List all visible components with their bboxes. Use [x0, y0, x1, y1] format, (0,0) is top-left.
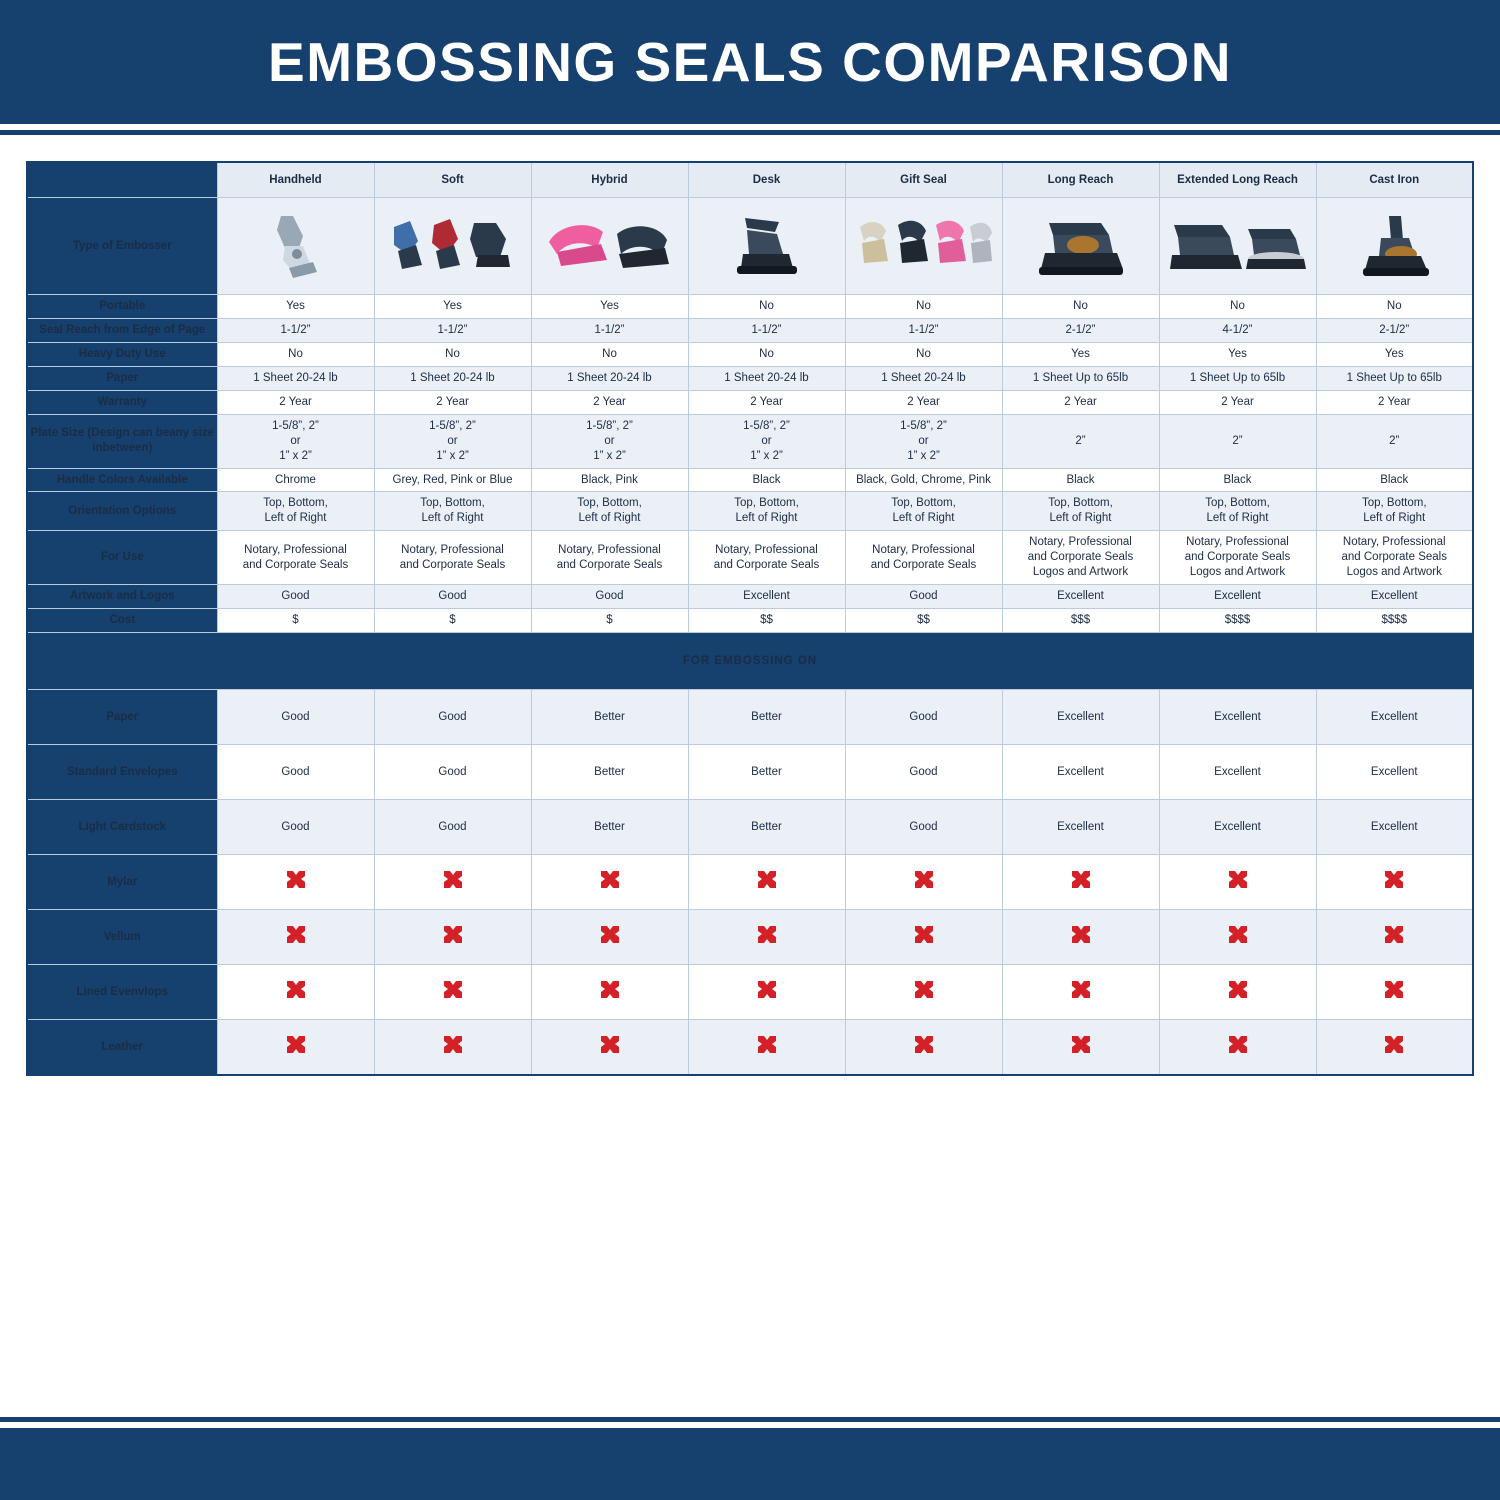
- x-mark-icon-glyph: [913, 925, 935, 947]
- cell-value: No: [1316, 295, 1473, 319]
- desk-embosser-image-graphic: [691, 205, 843, 287]
- x-mark-icon: [531, 855, 688, 910]
- cell-value-line: Notary, Professional: [1342, 536, 1446, 549]
- cell-value-line: Left of Right: [1206, 512, 1269, 525]
- row-header-mylar: Mylar: [27, 855, 217, 910]
- section-band-for-embossing-on: FOR EMBOSSING ON: [27, 633, 1473, 690]
- cell-value: Excellent: [1159, 585, 1316, 609]
- row-header-warranty: Warranty: [27, 390, 217, 414]
- cell-value-line: 1” x 2”: [750, 449, 783, 462]
- cell-value-line: or: [761, 434, 772, 447]
- x-mark-icon: [217, 1020, 374, 1076]
- cell-value: 2 Year: [1316, 390, 1473, 414]
- cell-value: [217, 492, 374, 531]
- x-mark-icon: [374, 855, 531, 910]
- table-row: [27, 468, 1473, 492]
- cell-value: [688, 531, 845, 585]
- cell-value-line: Left of Right: [735, 512, 798, 525]
- cell-value: Better: [688, 745, 845, 800]
- extended-long-reach-embosser-image-graphic: [1162, 205, 1314, 287]
- cell-value: [688, 492, 845, 531]
- cell-value-line: Logos and Artwork: [1346, 566, 1442, 579]
- cell-value: 1-1/2”: [217, 318, 374, 342]
- column-header-extended-long-reach: Extended Long Reach: [1159, 162, 1316, 198]
- row-header-heavy-duty-use: Heavy Duty Use: [27, 342, 217, 366]
- cell-value-line: 1-5/8”, 2”: [900, 419, 947, 432]
- cell-value: 1 Sheet Up to 65lb: [1159, 366, 1316, 390]
- cell-value: [374, 414, 531, 468]
- cell-value-line: Left of Right: [1363, 512, 1426, 525]
- cell-value: 1 Sheet 20-24 lb: [845, 366, 1002, 390]
- cell-value-line: 1-5/8”, 2”: [429, 419, 476, 432]
- cell-value: 1-1/2”: [688, 318, 845, 342]
- x-mark-icon: [531, 1020, 688, 1076]
- table-header-row: [27, 162, 1473, 198]
- cell-value: 4-1/2”: [1159, 318, 1316, 342]
- cell-value-line: 1” x 2”: [907, 449, 940, 462]
- cell-value: No: [688, 342, 845, 366]
- cell-value: 2 Year: [217, 390, 374, 414]
- x-mark-icon: [1159, 855, 1316, 910]
- x-mark-icon-glyph: [1070, 980, 1092, 1002]
- x-mark-icon: [688, 910, 845, 965]
- cell-value: 1-1/2”: [374, 318, 531, 342]
- cell-value: Excellent: [1316, 585, 1473, 609]
- cell-value: 2”: [1316, 414, 1473, 468]
- cell-value-line: Top, Bottom,: [1048, 497, 1113, 510]
- cell-value: Good: [374, 690, 531, 745]
- cell-value-line: or: [604, 434, 615, 447]
- cell-value: Yes: [217, 295, 374, 319]
- column-header-hybrid: Hybrid: [531, 162, 688, 198]
- x-mark-icon: [1159, 965, 1316, 1020]
- cell-value: Good: [845, 690, 1002, 745]
- cell-value-line: Left of Right: [578, 512, 641, 525]
- cell-value: Black, Gold, Chrome, Pink: [845, 468, 1002, 492]
- cell-value: Chrome: [217, 468, 374, 492]
- row-header-cost: Cost: [27, 609, 217, 633]
- cell-value: No: [531, 342, 688, 366]
- cell-value: Better: [531, 690, 688, 745]
- cell-value: Excellent: [1316, 800, 1473, 855]
- cell-value-line: Top, Bottom,: [734, 497, 799, 510]
- x-mark-icon: [845, 965, 1002, 1020]
- cell-value: Yes: [531, 295, 688, 319]
- column-header-handheld: Handheld: [217, 162, 374, 198]
- cell-value: No: [1159, 295, 1316, 319]
- cell-value: $: [531, 609, 688, 633]
- cell-value-line: Notary, Professional: [1029, 536, 1132, 549]
- cell-value: Good: [217, 690, 374, 745]
- cell-value: 2 Year: [688, 390, 845, 414]
- cell-value-line: Notary, Professional: [872, 543, 975, 556]
- x-mark-icon: [1002, 855, 1159, 910]
- cell-value: Excellent: [1316, 745, 1473, 800]
- cell-value-line: or: [290, 434, 301, 447]
- gift-seal-embosser-image: [845, 198, 1002, 295]
- cell-value: 1 Sheet 20-24 lb: [217, 366, 374, 390]
- x-mark-icon: [688, 965, 845, 1020]
- hybrid-embosser-image-graphic: [534, 205, 686, 287]
- cell-value: Yes: [1159, 342, 1316, 366]
- cell-value: 2 Year: [1002, 390, 1159, 414]
- column-header-cast-iron: Cast Iron: [1316, 162, 1473, 198]
- table-row: [27, 800, 1473, 855]
- x-mark-icon: [374, 965, 531, 1020]
- x-mark-icon-glyph: [599, 925, 621, 947]
- x-mark-icon-glyph: [1070, 870, 1092, 892]
- row-header-paper: Paper: [27, 366, 217, 390]
- x-mark-icon: [217, 910, 374, 965]
- x-mark-icon: [1002, 1020, 1159, 1076]
- row-header-for-use: For Use: [27, 531, 217, 585]
- cell-value: [531, 414, 688, 468]
- x-mark-icon-glyph: [285, 925, 307, 947]
- handheld-embosser-image-graphic: [220, 205, 372, 287]
- cell-value: Yes: [374, 295, 531, 319]
- cell-value-line: Left of Right: [1049, 512, 1112, 525]
- gift-seal-embosser-image-graphic: [848, 205, 1000, 287]
- x-mark-icon-glyph: [285, 980, 307, 1002]
- cell-value: 1 Sheet 20-24 lb: [688, 366, 845, 390]
- cell-value: Excellent: [688, 585, 845, 609]
- cell-value: $: [217, 609, 374, 633]
- cell-value: $$: [688, 609, 845, 633]
- cell-value: Better: [688, 690, 845, 745]
- x-mark-icon: [217, 855, 374, 910]
- cell-value: No: [845, 342, 1002, 366]
- cell-value: 2 Year: [531, 390, 688, 414]
- x-mark-icon: [688, 855, 845, 910]
- table-row: [27, 342, 1473, 366]
- x-mark-icon-glyph: [756, 925, 778, 947]
- cell-value-line: or: [918, 434, 929, 447]
- column-header-soft: Soft: [374, 162, 531, 198]
- cell-value: [1159, 492, 1316, 531]
- section-band-row: [27, 633, 1473, 690]
- cell-value: No: [374, 342, 531, 366]
- x-mark-icon-glyph: [599, 980, 621, 1002]
- cell-value: Good: [374, 745, 531, 800]
- cell-value: No: [1002, 295, 1159, 319]
- row-header-handle-colors-available: Handle Colors Available: [27, 468, 217, 492]
- x-mark-icon-glyph: [442, 980, 464, 1002]
- cell-value-line: Top, Bottom,: [1361, 497, 1427, 510]
- row-header-light-cardstock: Light Cardstock: [27, 800, 217, 855]
- cell-value-line: Left of Right: [264, 512, 327, 525]
- x-mark-icon: [1316, 1020, 1473, 1076]
- cell-value-line: 1” x 2”: [279, 449, 312, 462]
- table-row: [27, 295, 1473, 319]
- table-row: [27, 855, 1473, 910]
- cell-value-line: Notary, Professional: [715, 543, 818, 556]
- cell-value: No: [688, 295, 845, 319]
- cell-value: [688, 414, 845, 468]
- x-mark-icon-glyph: [756, 980, 778, 1002]
- cell-value: [217, 531, 374, 585]
- x-mark-icon: [1316, 855, 1473, 910]
- cell-value-line: and Corporate Seals: [1341, 551, 1447, 564]
- cell-value: [1002, 492, 1159, 531]
- cell-value: [1316, 531, 1473, 585]
- cell-value-line: 1-5/8”, 2”: [743, 419, 790, 432]
- cell-value: Excellent: [1159, 690, 1316, 745]
- cell-value: $$$: [1002, 609, 1159, 633]
- table-row: [27, 318, 1473, 342]
- cell-value: [1002, 531, 1159, 585]
- cell-value-line: 1-5/8”, 2”: [586, 419, 633, 432]
- extended-long-reach-embosser-image: [1159, 198, 1316, 295]
- page-header: [0, 0, 1500, 124]
- table-row: [27, 390, 1473, 414]
- x-mark-icon: [845, 855, 1002, 910]
- cell-value: Good: [845, 745, 1002, 800]
- cell-value-line: 1” x 2”: [593, 449, 626, 462]
- x-mark-icon: [1316, 910, 1473, 965]
- cell-value: No: [845, 295, 1002, 319]
- cell-value: Better: [688, 800, 845, 855]
- x-mark-icon: [1002, 910, 1159, 965]
- cell-value-line: Top, Bottom,: [891, 497, 956, 510]
- cell-value-line: Notary, Professional: [558, 543, 661, 556]
- x-mark-icon-glyph: [1070, 1035, 1092, 1057]
- cell-value-line: and Corporate Seals: [870, 558, 977, 571]
- cell-value: Better: [531, 800, 688, 855]
- page-footer: [0, 1417, 1500, 1500]
- cell-value: Better: [531, 745, 688, 800]
- row-header-paper: Paper: [27, 690, 217, 745]
- x-mark-icon-glyph: [1383, 925, 1405, 947]
- cell-value: No: [217, 342, 374, 366]
- row-header-plate-size-design-can-beany-size-inbetwe: Plate Size (Design can beany size inbetween): [27, 414, 217, 468]
- x-mark-icon-glyph: [442, 925, 464, 947]
- cell-value: Good: [845, 800, 1002, 855]
- cell-value: Black: [688, 468, 845, 492]
- table-corner-cell: [27, 162, 217, 198]
- cell-value: Good: [217, 585, 374, 609]
- x-mark-icon: [688, 1020, 845, 1076]
- cell-value: 1 Sheet Up to 65lb: [1002, 366, 1159, 390]
- cell-value: [1159, 531, 1316, 585]
- cell-value: Grey, Red, Pink or Blue: [374, 468, 531, 492]
- cell-value-line: or: [447, 434, 458, 447]
- cell-value-line: and Corporate Seals: [1184, 551, 1291, 564]
- cell-value: Black: [1159, 468, 1316, 492]
- long-reach-embosser-image: [1002, 198, 1159, 295]
- cell-value-line: Notary, Professional: [1186, 536, 1289, 549]
- table-row: [27, 910, 1473, 965]
- x-mark-icon-glyph: [1227, 1035, 1249, 1057]
- soft-embosser-image: [374, 198, 531, 295]
- cell-value: 2 Year: [1159, 390, 1316, 414]
- cast-iron-embosser-image-graphic: [1319, 205, 1471, 287]
- cell-value: Black: [1316, 468, 1473, 492]
- x-mark-icon: [374, 910, 531, 965]
- cell-value: Good: [217, 800, 374, 855]
- cell-value-line: and Corporate Seals: [399, 558, 506, 571]
- row-header-standard-envelopes: Standard Envelopes: [27, 745, 217, 800]
- table-row: [27, 414, 1473, 468]
- x-mark-icon: [217, 965, 374, 1020]
- cell-value: $: [374, 609, 531, 633]
- cell-value-line: and Corporate Seals: [713, 558, 820, 571]
- desk-embosser-image: [688, 198, 845, 295]
- cell-value: [1316, 492, 1473, 531]
- row-header-portable: Portable: [27, 295, 217, 319]
- x-mark-icon-glyph: [1383, 870, 1405, 892]
- cell-value: Excellent: [1316, 690, 1473, 745]
- cell-value: 2 Year: [374, 390, 531, 414]
- footer-band: [0, 1428, 1500, 1500]
- cell-value: [531, 492, 688, 531]
- cell-value: 1-1/2”: [845, 318, 1002, 342]
- cell-value: Excellent: [1002, 585, 1159, 609]
- x-mark-icon-glyph: [442, 1035, 464, 1057]
- cell-value: Excellent: [1002, 690, 1159, 745]
- cell-value: [845, 414, 1002, 468]
- x-mark-icon: [845, 1020, 1002, 1076]
- cell-value-line: 1-5/8”, 2”: [272, 419, 319, 432]
- cell-value-line: 1” x 2”: [436, 449, 469, 462]
- x-mark-icon-glyph: [285, 1035, 307, 1057]
- table-row: [27, 531, 1473, 585]
- cell-value: $$: [845, 609, 1002, 633]
- comparison-table: [26, 161, 1474, 1076]
- x-mark-icon: [1159, 910, 1316, 965]
- cell-value: Good: [217, 745, 374, 800]
- x-mark-icon-glyph: [756, 870, 778, 892]
- x-mark-icon-glyph: [756, 1035, 778, 1057]
- cell-value: Excellent: [1159, 800, 1316, 855]
- cell-value: 2 Year: [845, 390, 1002, 414]
- table-row: [27, 690, 1473, 745]
- handheld-embosser-image: [217, 198, 374, 295]
- cell-value: 2”: [1159, 414, 1316, 468]
- cell-value: [374, 531, 531, 585]
- cell-value-line: Logos and Artwork: [1032, 566, 1129, 579]
- x-mark-icon-glyph: [442, 870, 464, 892]
- row-header-lined-evenvlops: Lined Evenvlops: [27, 965, 217, 1020]
- cell-value: 1 Sheet Up to 65lb: [1316, 366, 1473, 390]
- cell-value: 1 Sheet 20-24 lb: [531, 366, 688, 390]
- row-header-type-of-embosser: Type of Embosser: [27, 198, 217, 295]
- cell-value: $$$$: [1316, 609, 1473, 633]
- x-mark-icon-glyph: [1383, 980, 1405, 1002]
- cell-value: Yes: [1002, 342, 1159, 366]
- cast-iron-embosser-image: [1316, 198, 1473, 295]
- column-header-desk: Desk: [688, 162, 845, 198]
- cell-value-line: Top, Bottom,: [263, 497, 328, 510]
- cell-value: 2”: [1002, 414, 1159, 468]
- table-row: [27, 609, 1473, 633]
- column-header-long-reach: Long Reach: [1002, 162, 1159, 198]
- x-mark-icon-glyph: [1070, 925, 1092, 947]
- cell-value: [845, 492, 1002, 531]
- hybrid-embosser-image: [531, 198, 688, 295]
- row-header-seal-reach-from-edge-of-page: Seal Reach from Edge of Page: [27, 318, 217, 342]
- long-reach-embosser-image-graphic: [1005, 205, 1157, 287]
- cell-value: Good: [374, 800, 531, 855]
- soft-embosser-image-graphic: [377, 205, 529, 287]
- table-row: [27, 585, 1473, 609]
- comparison-table-body: [27, 162, 1473, 1075]
- cell-value-line: Top, Bottom,: [420, 497, 485, 510]
- cell-value: Excellent: [1159, 745, 1316, 800]
- x-mark-icon-glyph: [913, 980, 935, 1002]
- cell-value: Good: [845, 585, 1002, 609]
- cell-value: [845, 531, 1002, 585]
- x-mark-icon: [1316, 965, 1473, 1020]
- x-mark-icon: [531, 910, 688, 965]
- x-mark-icon: [845, 910, 1002, 965]
- cell-value: Excellent: [1002, 745, 1159, 800]
- x-mark-icon-glyph: [1227, 980, 1249, 1002]
- table-row: [27, 965, 1473, 1020]
- cell-value-line: and Corporate Seals: [242, 558, 349, 571]
- table-row: [27, 492, 1473, 531]
- cell-value: Yes: [1316, 342, 1473, 366]
- cell-value: 2-1/2”: [1316, 318, 1473, 342]
- row-header-vellum: Vellum: [27, 910, 217, 965]
- x-mark-icon-glyph: [913, 870, 935, 892]
- cell-value: Black, Pink: [531, 468, 688, 492]
- table-row: [27, 366, 1473, 390]
- cell-value-line: Notary, Professional: [244, 543, 347, 556]
- x-mark-icon-glyph: [1227, 925, 1249, 947]
- x-mark-icon: [1002, 965, 1159, 1020]
- x-mark-icon: [1159, 1020, 1316, 1076]
- x-mark-icon-glyph: [599, 870, 621, 892]
- x-mark-icon-glyph: [913, 1035, 935, 1057]
- cell-value: Good: [374, 585, 531, 609]
- cell-value: [531, 531, 688, 585]
- cell-value: [374, 492, 531, 531]
- cell-value-line: Logos and Artwork: [1189, 566, 1286, 579]
- cell-value-line: and Corporate Seals: [1027, 551, 1134, 564]
- row-header-orientation-options: Orientation Options: [27, 492, 217, 531]
- row-header-artwork-and-logos: Artwork and Logos: [27, 585, 217, 609]
- cell-value-line: Top, Bottom,: [1205, 497, 1270, 510]
- cell-value: 1-1/2”: [531, 318, 688, 342]
- x-mark-icon: [531, 965, 688, 1020]
- cell-value-line: Left of Right: [421, 512, 484, 525]
- cell-value: 2-1/2”: [1002, 318, 1159, 342]
- x-mark-icon-glyph: [599, 1035, 621, 1057]
- cell-value-line: Notary, Professional: [401, 543, 504, 556]
- x-mark-icon: [374, 1020, 531, 1076]
- table-row: [27, 1020, 1473, 1076]
- cell-value: Good: [531, 585, 688, 609]
- comparison-table-wrap: [0, 135, 1500, 1076]
- cell-value: Black: [1002, 468, 1159, 492]
- x-mark-icon-glyph: [1383, 1035, 1405, 1057]
- page-title: EMBOSSING SEALS COMPARISON: [268, 31, 1232, 93]
- row-header-leather: Leather: [27, 1020, 217, 1076]
- x-mark-icon-glyph: [285, 870, 307, 892]
- cell-value: Excellent: [1002, 800, 1159, 855]
- cell-value-line: Left of Right: [892, 512, 955, 525]
- cell-value-line: Top, Bottom,: [577, 497, 642, 510]
- x-mark-icon-glyph: [1227, 870, 1249, 892]
- cell-value: $$$$: [1159, 609, 1316, 633]
- cell-value-line: and Corporate Seals: [556, 558, 663, 571]
- cell-value: 1 Sheet 20-24 lb: [374, 366, 531, 390]
- table-row: [27, 198, 1473, 295]
- cell-value: [217, 414, 374, 468]
- column-header-gift-seal: Gift Seal: [845, 162, 1002, 198]
- table-row: [27, 745, 1473, 800]
